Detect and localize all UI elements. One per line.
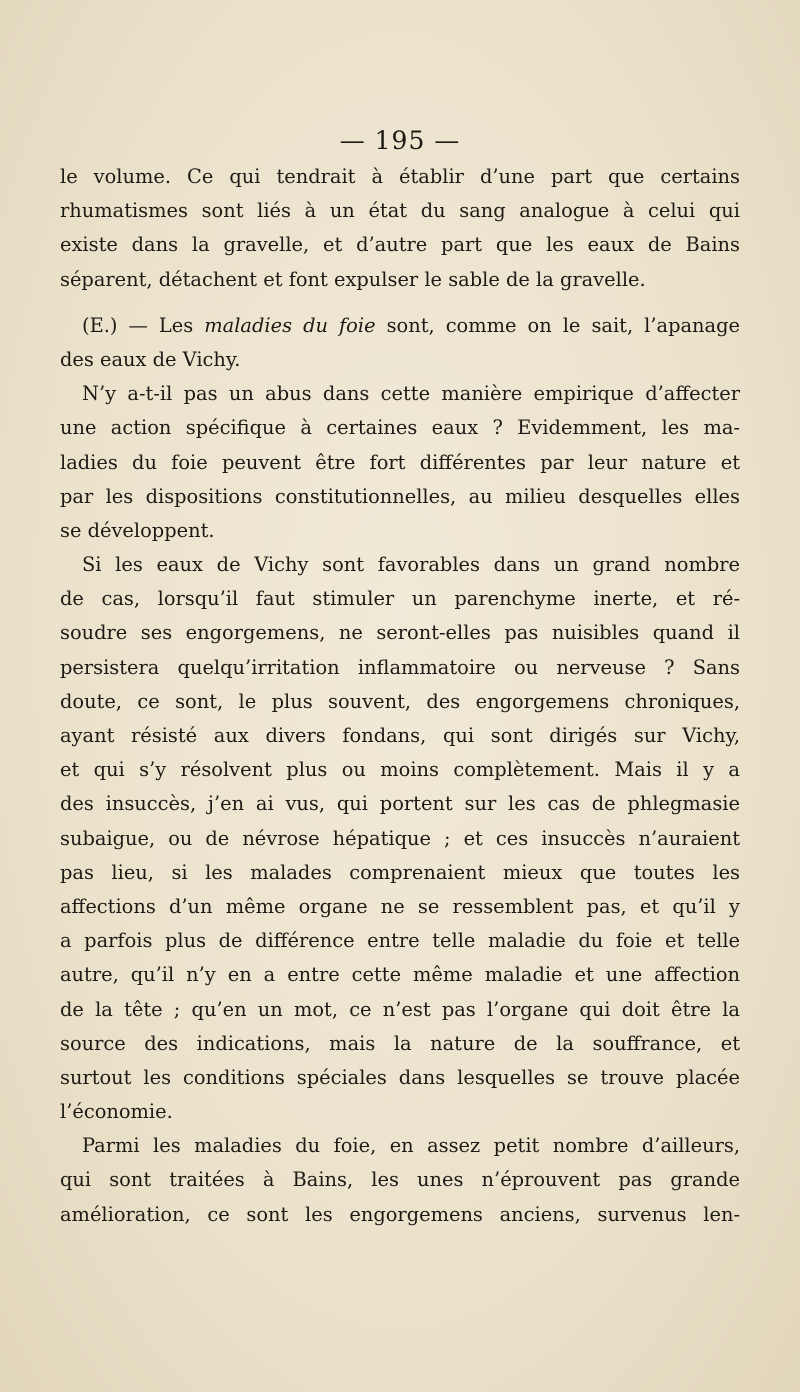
text-line: l’économie. [60,1100,173,1124]
text-line: ayant résisté aux divers fondans, qui sont dirigés sur Vichy, [60,724,740,747]
text-line: affections d’un même organe ne se ressemblent pas, et qu’il y [60,894,740,918]
text-line: séparent, détachent et font expulser le sable de la gravelle. [60,267,646,291]
text-line: se développent. [60,518,215,542]
text-line: persistera quelqu’irritation inflammatoire ou nerveuse ? Sans [60,655,740,679]
text-line: et qui s’y résolvent plus ou moins complètement. Mais il y a [60,758,740,782]
text-line: Parmi les maladies du foie, en assez petit nombre d’ailleurs, [82,1134,740,1158]
text-line: qui sont traitées à Bains, les unes n’éprouvent pas grande [60,1168,740,1192]
text-line: des insuccès, j’en ai vus, qui portent sur les cas de phlegmasie [60,792,740,816]
text-line: de cas, lorsqu’il faut stimuler un parenchyme inerte, et ré- [60,587,740,611]
paragraph-gap [60,297,740,309]
text-line: par les dispositions constitutionnelles, au milieu desquelles elles [60,484,740,508]
section-label: (E.) — Les [82,313,194,337]
text-line: soudre ses engorgemens, ne seront-elles pas nuisibles quand il [60,621,740,645]
section-heading-rest: sont, comme on le sait, l’apanage [386,313,740,337]
text-line: des eaux de Vichy. [60,347,241,371]
text-line: surtout les conditions spéciales dans lesquelles se trouve placée [60,1065,740,1089]
text-line: ladies du foie peuvent être fort différentes par leur nature et [60,450,740,474]
text-line: existe dans la gravelle, et d’autre part que les eaux de Bains [60,233,740,257]
text-line: de la tête ; qu’en un mot, ce n’est pas l’organe qui doit être la [60,997,740,1021]
text-line: une action spécifique à certaines eaux ? Evidemment, les ma- [60,416,740,440]
text-line: doute, ce sont, le plus souvent, des engorgemens chroniques, [60,689,740,713]
text-line: source des indications, mais la nature de la souffrance, et [60,1031,740,1055]
text-line: autre, qu’il n’y en a entre cette même maladie et une affection [60,963,740,987]
text-line: rhumatismes sont liés à un état du sang analogue à celui qui [60,199,740,223]
text-line: subaigue, ou de névrose hépatique ; et ces insuccès n’auraient [60,826,740,850]
text-line: a parfois plus de différence entre telle maladie du foie et telle [60,929,740,953]
page-number: — 195 — [339,126,461,155]
text-line: N’y a-t-il pas un abus dans cette manière empirique d’affecter [82,382,740,406]
page-body [60,160,740,1232]
text-line: pas lieu, si les malades comprenaient mieux que toutes les [60,860,740,884]
text-line: le volume. Ce qui tendrait à établir d’une part que certains [60,165,740,188]
text-line: amélioration, ce sont les engorgemens anciens, survenus len- [60,1202,740,1226]
text-line: Si les eaux de Vichy sont favorables dans un grand nombre [82,553,740,577]
section-heading-line [60,309,740,343]
section-topic: maladies du foie [204,313,376,337]
